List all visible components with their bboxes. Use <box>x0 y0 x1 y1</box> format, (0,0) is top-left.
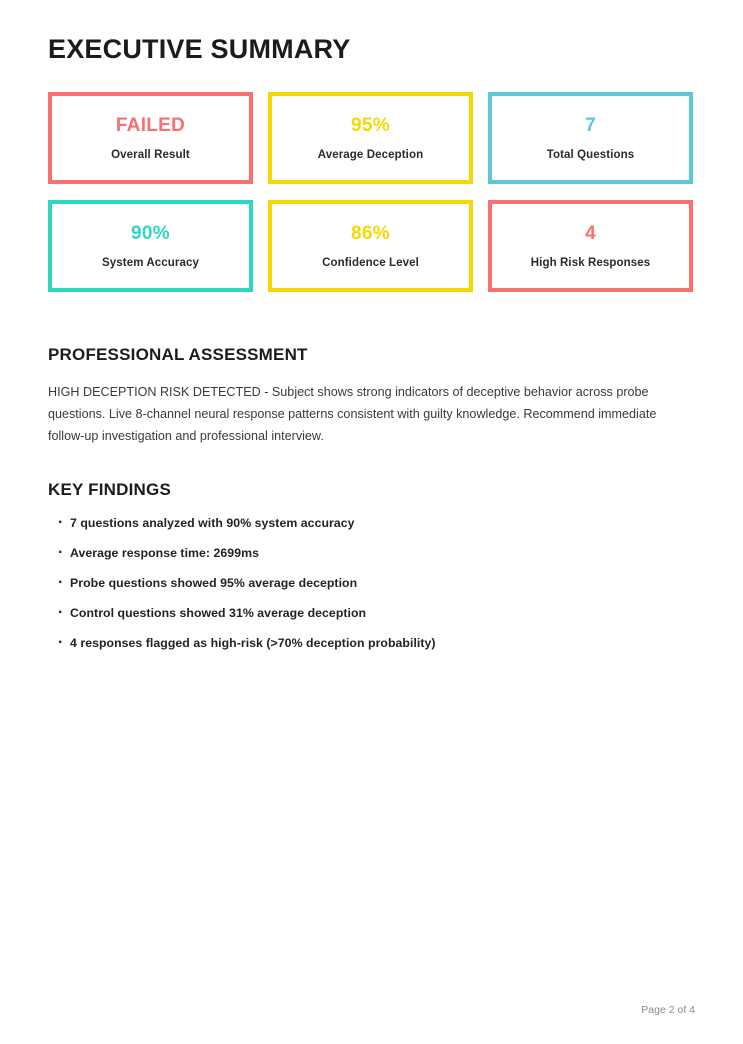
metric-label: Total Questions <box>546 149 635 161</box>
professional-assessment-section <box>48 345 696 447</box>
metric-label: Overall Result <box>111 149 190 161</box>
metric-card-high-risk-responses <box>488 200 693 292</box>
metric-value: 7 <box>585 115 596 136</box>
metric-card-total-questions <box>488 92 693 184</box>
section-heading-assessment: PROFESSIONAL ASSESSMENT <box>48 345 308 364</box>
metric-label: Confidence Level <box>322 257 419 269</box>
metric-value: 86% <box>351 223 390 244</box>
metric-card-average-deception <box>268 92 473 184</box>
metric-label: System Accuracy <box>102 257 199 269</box>
list-item: · Probe questions showed 95% average deception <box>48 576 696 590</box>
list-item: · Control questions showed 31% average deception <box>48 606 696 620</box>
metric-label: High Risk Responses <box>530 257 651 269</box>
section-heading-key-findings: KEY FINDINGS <box>48 480 171 499</box>
metric-card-overall-result <box>48 92 253 184</box>
page-footer: Page 2 of 4 <box>641 1004 695 1016</box>
key-findings-section <box>48 480 696 666</box>
metric-card-system-accuracy <box>48 200 253 292</box>
metrics-grid <box>48 92 696 292</box>
metric-value: FAILED <box>115 115 186 136</box>
list-item: · 7 questions analyzed with 90% system accuracy <box>48 516 696 530</box>
page-title: EXECUTIVE SUMMARY <box>48 34 351 65</box>
list-item: · Average response time: 2699ms <box>48 546 696 560</box>
key-findings-list <box>48 516 696 650</box>
list-item: · 4 responses flagged as high-risk (>70% deception probability) <box>48 636 696 650</box>
assessment-body-text: HIGH DECEPTION RISK DETECTED - Subject shows strong indicators of deceptive behavior across probe questions. Live 8-channel neural response patterns consistent with guilty knowledge. Recommend immediate follow-up investigation and professional interview. <box>48 385 657 444</box>
metric-card-confidence-level <box>268 200 473 292</box>
metric-value: 95% <box>351 115 390 136</box>
metric-value: 90% <box>131 223 170 244</box>
metric-label: Average Deception <box>317 149 424 161</box>
metric-value: 4 <box>585 223 596 244</box>
